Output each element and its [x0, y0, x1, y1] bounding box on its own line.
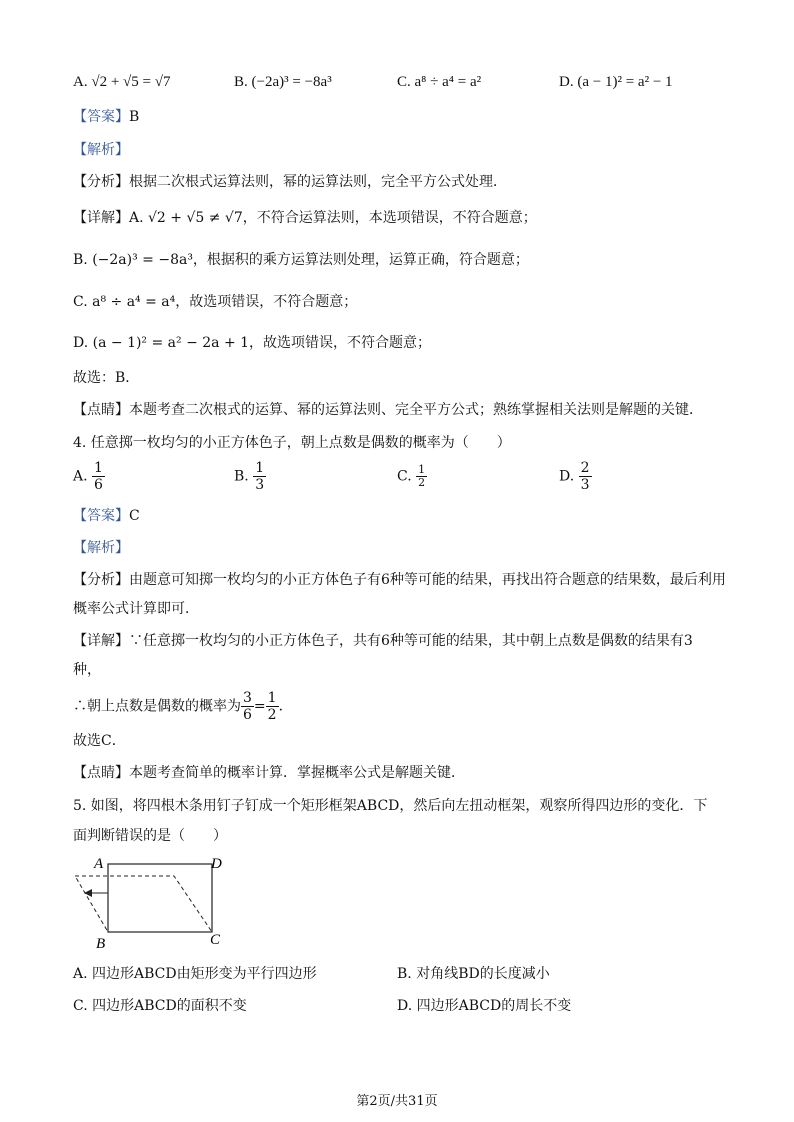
- q5-option-a: [73, 964, 317, 984]
- q5-option-c: [73, 996, 247, 1016]
- option-text: (−2a)³ = −8a³: [251, 74, 332, 90]
- option-letter: A.: [73, 74, 88, 90]
- q3-detail-b: B. (−2a)³ = −8a³，根据积的乘方运算法则处理，运算正确，符合题意；: [73, 252, 529, 268]
- dianjing-tag: 【点睛】: [73, 402, 129, 418]
- option-text: 四边形ABCD的面积不变: [92, 998, 247, 1014]
- option-fraction: [92, 460, 105, 493]
- answer-tag: 【答案】: [73, 508, 129, 524]
- label-a: A: [94, 856, 104, 872]
- q4-choose: 故选C．: [73, 733, 126, 749]
- q4-fenxi-2: 概率公式计算即可．: [73, 601, 199, 617]
- q4-answer: [73, 506, 140, 526]
- fraction-denominator: 6: [94, 477, 103, 493]
- option-letter: D.: [559, 74, 574, 90]
- option-letter: C.: [73, 998, 88, 1014]
- option-letter: D.: [559, 468, 575, 485]
- q3-option-b: [234, 72, 332, 92]
- option-text: 四边形ABCD由矩形变为平行四边形: [92, 966, 317, 982]
- q3-detail-c: C. a⁸ ÷ a⁴ = a⁴，故选项错误，不符合题意；: [73, 294, 358, 310]
- fraction-denominator: 2: [418, 476, 426, 489]
- q4-detail-3: [73, 690, 293, 723]
- option-fraction: [579, 460, 592, 493]
- detail-text: ∴朝上点数是偶数的概率为: [73, 698, 241, 715]
- fraction-numerator: 3: [243, 690, 252, 706]
- q3-option-c: [397, 72, 481, 92]
- option-letter: C.: [397, 468, 412, 485]
- q3-choose: 故选：B．: [73, 370, 140, 386]
- fraction-numerator: 2: [580, 460, 590, 476]
- option-letter: A.: [73, 966, 88, 982]
- q3-analysis-tag: 【解析】: [73, 142, 129, 158]
- option-letter: A.: [73, 468, 88, 485]
- rectangle-abcd: [108, 864, 212, 932]
- q4-detail-2: 种，: [73, 662, 101, 678]
- page-footer: 第2页/共31页: [356, 1094, 438, 1109]
- q4-option-d: [559, 460, 592, 493]
- fenxi-tag: 【分析】: [73, 572, 129, 588]
- q5-option-b: [397, 964, 550, 984]
- q4-option-c: [397, 464, 427, 489]
- detail-text: ∵任意掷一枚均匀的小正方体色子，共有6种等可能的结果，其中朝上点数是偶数的结果有3: [129, 633, 693, 649]
- q4-analysis-tag: 【解析】: [73, 540, 129, 556]
- q3-dianjing: [73, 400, 703, 420]
- q3-fenxi: [73, 172, 507, 192]
- q5-stem-2: 面判断错误的是（ ）: [73, 828, 227, 844]
- arrow-head: [84, 889, 92, 897]
- option-text: 对角线BD的长度减小: [416, 966, 550, 982]
- q5-option-d: [397, 996, 571, 1016]
- dianjing-text: 本题考查简单的概率计算．掌握概率公式是解题关键．: [129, 765, 465, 781]
- dianjing-text: 本题考查二次根式的运算、幂的运算法则、完全平方公式；熟练掌握相关法则是解题的关键．: [129, 402, 703, 418]
- q4-detail-1: [73, 631, 693, 651]
- fraction-3-6: [241, 690, 254, 723]
- fenxi-text: 由题意可知掷一枚均匀的小正方体色子有6种等可能的结果，再找出符合题意的结果数，最后利用: [129, 572, 726, 588]
- period: ．: [278, 698, 293, 715]
- option-letter: B.: [234, 468, 249, 485]
- option-text: (a − 1)² = a² − 1: [577, 74, 673, 90]
- fraction-1-2: [266, 690, 279, 723]
- q3-answer: [73, 107, 139, 127]
- answer-value: B: [129, 109, 140, 125]
- fraction-denominator: 2: [267, 707, 277, 723]
- option-text: 四边形ABCD的周长不变: [416, 998, 572, 1014]
- fraction-denominator: 3: [580, 477, 590, 493]
- option-text: a⁸ ÷ a⁴ = a²: [414, 74, 482, 90]
- q4-option-a: [73, 460, 105, 493]
- answer-tag: 【答案】: [73, 109, 129, 125]
- option-fraction: [416, 464, 427, 489]
- option-fraction: [253, 460, 266, 493]
- fraction-denominator: 6: [243, 707, 252, 723]
- q4-dianjing: [73, 763, 465, 783]
- fraction-numerator: 1: [267, 690, 277, 706]
- q4-fenxi-1: [73, 570, 726, 590]
- dianjing-tag: 【点睛】: [73, 765, 129, 781]
- detail-text: A. √2 + √5 ≠ √7，不符合运算法则，本选项错误，不符合题意；: [129, 210, 537, 226]
- q5-stem-1: 5. 如图，将四根木条用钉子钉成一个矩形框架ABCD，然后向左扭动框架，观察所得四边形的变化．下: [73, 798, 708, 814]
- rectangle-frame-diagram: [70, 852, 240, 952]
- q3-detail-a: [73, 208, 537, 228]
- option-letter: B.: [234, 74, 248, 90]
- fenxi-text: 根据二次根式运算法则，幂的运算法则，完全平方公式处理．: [129, 174, 507, 190]
- label-b: B: [96, 936, 106, 952]
- dashed-parallelogram: [75, 876, 212, 932]
- q3-option-d: [559, 72, 673, 92]
- q3-detail-d: D. (a − 1)² = a² − 2a + 1，故选项错误，不符合题意；: [73, 335, 432, 351]
- detail-tag: 【详解】: [73, 633, 129, 649]
- q4-option-b: [234, 460, 266, 493]
- q3-option-a: [73, 72, 170, 92]
- option-letter: B.: [397, 966, 412, 982]
- option-letter: D.: [397, 998, 413, 1014]
- option-letter: C.: [397, 74, 411, 90]
- fraction-numerator: 1: [255, 460, 265, 476]
- q4-stem: 4. 任意掷一枚均匀的小正方体色子，朝上点数是偶数的概率为（ ）: [73, 435, 511, 451]
- label-c: C: [210, 932, 221, 948]
- detail-tag: 【详解】: [73, 210, 129, 226]
- fraction-denominator: 3: [255, 477, 265, 493]
- answer-value: C: [129, 508, 140, 524]
- fraction-numerator: 1: [94, 460, 103, 476]
- label-d: D: [211, 856, 222, 872]
- fenxi-tag: 【分析】: [73, 174, 129, 190]
- fraction-numerator: 1: [418, 463, 426, 476]
- equals-sign: =: [253, 698, 266, 715]
- option-text: √2 + √5 = √7: [91, 74, 171, 90]
